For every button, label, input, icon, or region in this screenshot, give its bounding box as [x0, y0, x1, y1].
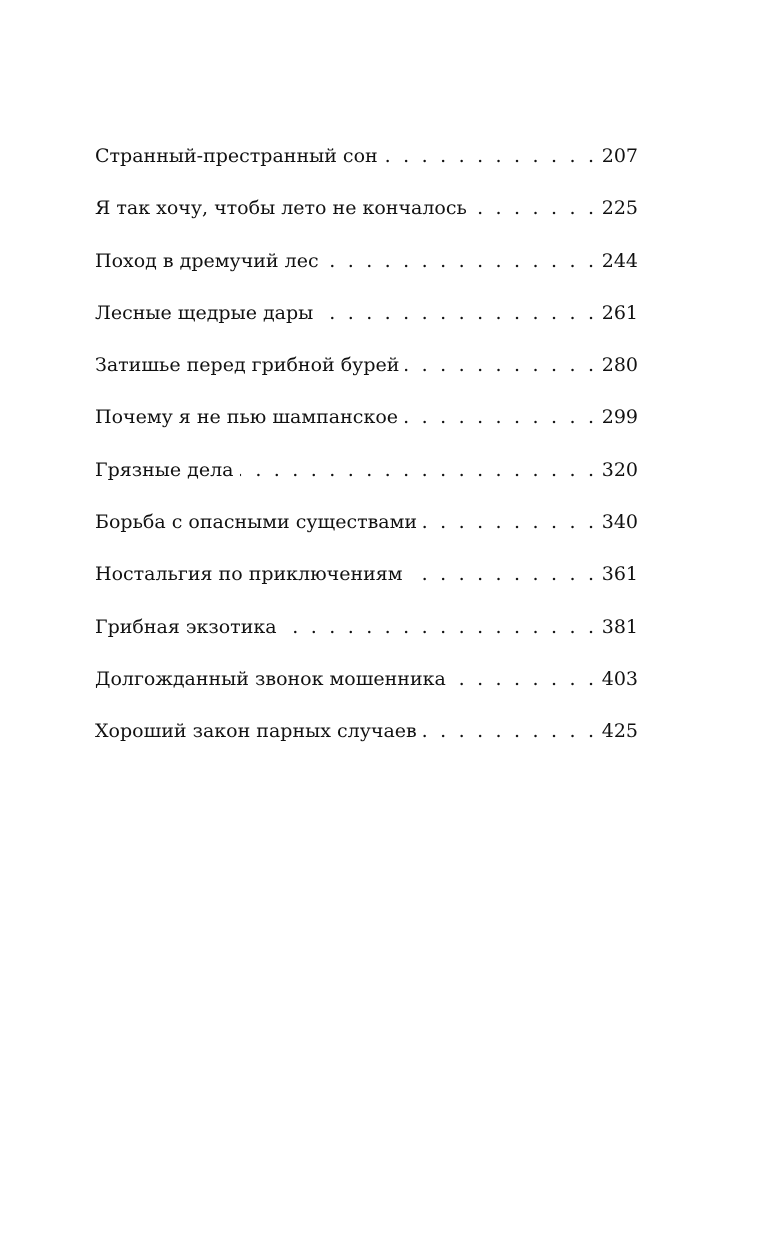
- dot-leader: [405, 349, 594, 381]
- toc-entry-title: Грязные дела: [95, 458, 234, 481]
- dot-leader: [473, 192, 594, 224]
- toc-entry: [95, 506, 638, 558]
- dot-leader: [283, 611, 594, 643]
- toc-entry-title: Грибная экзотика: [95, 615, 277, 638]
- dot-leader: [423, 715, 594, 747]
- toc-entry-title: Я так хочу, чтобы лето не кончалось: [95, 197, 467, 220]
- dot-leader: [384, 140, 594, 172]
- dot-leader: [319, 297, 594, 329]
- toc-entry: [95, 192, 638, 244]
- toc-entry: [95, 297, 638, 349]
- toc-entry: [95, 245, 638, 297]
- dot-leader: [409, 558, 594, 590]
- toc-entry-title: Хороший закон парных случаев: [95, 720, 417, 743]
- toc-entry-page: 207: [601, 145, 638, 167]
- toc-entry-page: 225: [601, 197, 638, 220]
- dot-leader: [423, 506, 594, 538]
- dot-leader: [452, 663, 594, 695]
- toc-entry: [95, 140, 638, 192]
- toc-entry-page: 299: [601, 406, 638, 429]
- toc-entry-page: 425: [601, 720, 638, 743]
- toc-entry: [95, 715, 638, 767]
- toc-entry-page: 361: [601, 563, 638, 586]
- toc-entry-page: 340: [601, 511, 638, 534]
- toc-entry-page: 320: [601, 458, 638, 481]
- toc-entry: [95, 401, 638, 453]
- table-of-contents: [95, 140, 638, 768]
- toc-entry: [95, 611, 638, 663]
- toc-entry: [95, 349, 638, 401]
- dot-leader: [325, 245, 594, 277]
- toc-entry-title: Лесные щедрые дары: [95, 301, 314, 324]
- toc-entry-title: Затишье перед грибной бурей: [95, 354, 400, 377]
- toc-entry-title: Поход в дремучий лес: [95, 249, 319, 272]
- toc-entry-title: Странный-престранный сон: [95, 145, 378, 167]
- toc-entry-title: Ностальгия по приключениям: [95, 563, 403, 586]
- toc-entry-page: 244: [601, 249, 638, 272]
- dot-leader: [240, 454, 594, 486]
- toc-entry-page: 403: [601, 667, 638, 690]
- toc-entry-title: Почему я не пью шампанское: [95, 406, 398, 429]
- toc-entry-page: 261: [601, 301, 638, 324]
- toc-entry-title: Борьба с опасными существами: [95, 511, 418, 534]
- toc-entry-page: 381: [601, 615, 638, 638]
- toc-entry-title: Долгожданный звонок мошенника: [95, 667, 446, 690]
- toc-entry: [95, 663, 638, 715]
- toc-entry-page: 280: [601, 354, 638, 377]
- dot-leader: [404, 401, 594, 433]
- toc-entry: [95, 558, 638, 610]
- toc-entry: [95, 454, 638, 506]
